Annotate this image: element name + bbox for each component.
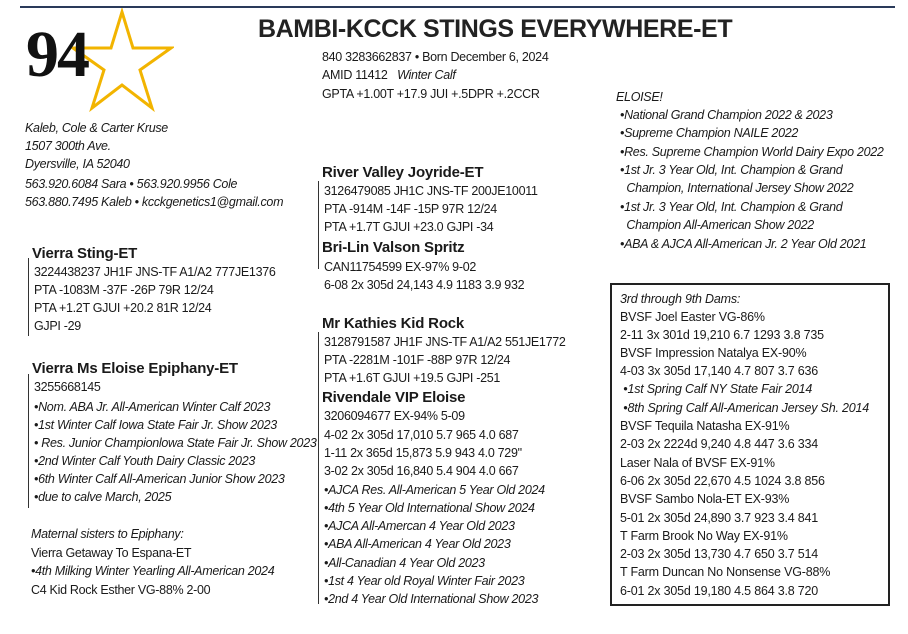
dams-line-7: BVSF Tequila Natasha EX-91% [620,419,790,433]
dam-dam-record-2: 1-11 2x 365d 15,873 5.9 943 4.0 729" [324,446,522,460]
dam-dam-record-3: 3-02 2x 305d 16,840 5.4 904 4.0 667 [324,464,519,478]
dam-side-bar [318,332,319,604]
dam-award-6: •due to calve March, 2025 [34,490,172,504]
consignor-phone2: 563.880.7495 Kaleb • kcckgenetics1@gmail.com [25,195,284,209]
eloise-award-5: Champion, International Jersey Show 2022 [620,181,854,195]
sire-line-1: 3224438237 JH1F JNS-TF A1/A2 777JE1376 [34,265,276,279]
dams-line-12: 5-01 2x 305d 24,890 3.7 923 3.4 841 [620,511,819,525]
class-label: Winter Calf [397,68,456,82]
dam-dam-name: Rivendale VIP Eloise [322,389,466,406]
sire-sire-line-3: PTA +1.7T GJUI +23.0 GJPI -34 [324,220,494,234]
dam-award-2: •1st Winter Calf Iowa State Fair Jr. Show 2023 [34,418,277,432]
sire-sire-bar [318,181,319,269]
eloise-award-1: •National Grand Champion 2022 & 2023 [620,108,833,122]
dam-dam-award-2: •4th 5 Year Old International Show 2024 [324,501,535,515]
dam-sire-line-3: PTA +1.6T GJUI +19.5 GJPI -251 [324,371,501,385]
eloise-award-2: •Supreme Champion NAILE 2022 [620,126,799,140]
dams-line-13: T Farm Brook No Way EX-91% [620,529,788,543]
dam-award-5: •6th Winter Calf All-American Junior Show 2023 [34,472,285,486]
sire-line-4: GJPI -29 [34,319,81,333]
maternal-sister-2: C4 Kid Rock Esther VG-88% 2-00 [31,583,211,597]
gpta-line: GPTA +1.00T +17.9 JUI +.5DPR +.2CCR [322,87,540,101]
eloise-award-6: •1st Jr. 3 Year Old, Int. Champion & Grand [620,200,843,214]
eloise-award-7: Champion All-American Show 2022 [620,218,814,232]
page-title: BAMBI-KCCK STINGS EVERYWHERE-ET [258,15,733,43]
dam-award-3: • Res. Junior Championlowa State Fair Jr. Show 2023 [34,436,317,450]
dams-line-5: •1st Spring Calf NY State Fair 2014 [620,382,813,396]
eloise-award-8: •ABA & AJCA All-American Jr. 2 Year Old 2021 [620,237,867,251]
sire-sire-line-1: 3126479085 JH1C JNS-TF 200JE10011 [324,184,538,198]
dam-dam-award-4: •ABA All-American 4 Year Old 2023 [324,537,511,551]
dams-line-6: •8th Spring Calf All-American Jersey Sh. 2014 [620,401,869,415]
consignor-city: Dyersville, IA 52040 [25,157,130,171]
dams-line-8: 2-03 2x 2224d 9,240 4.8 447 3.6 334 [620,437,819,451]
eloise-award-3: •Res. Supreme Champion World Dairy Expo 2022 [620,145,884,159]
eloise-heading: ELOISE! [616,90,663,104]
sire-dam-name: Bri-Lin Valson Spritz [322,239,465,256]
dam-dam-award-1: •AJCA Res. All-American 5 Year Old 2024 [324,483,545,497]
dams-line-4: 4-03 3x 305d 17,140 4.7 807 3.7 636 [620,364,819,378]
lot-number: 94 [26,18,88,91]
dams-line-10: 6-06 2x 305d 22,670 4.5 1024 3.8 856 [620,474,825,488]
sire-sire-line-2: PTA -914M -14F -15P 97R 12/24 [324,202,497,216]
dam-name: Vierra Ms Eloise Epiphany-ET [32,360,238,377]
dams-heading: 3rd through 9th Dams: [620,292,741,306]
dams-line-14: 2-03 2x 305d 13,730 4.7 650 3.7 514 [620,547,819,561]
dam-dam-record-1: 4-02 2x 305d 17,010 5.7 965 4.0 687 [324,428,519,442]
dams-line-11: BVSF Sambo Nola-ET EX-93% [620,492,790,506]
sire-dam-line-2: 6-08 2x 305d 24,143 4.9 1183 3.9 932 [324,278,525,292]
maternal-sister-1: Vierra Getaway To Espana-ET [31,546,192,560]
dam-dam-award-6: •1st 4 Year old Royal Winter Fair 2023 [324,574,525,588]
dam-bar [28,374,29,508]
maternal-sister-1-award: •4th Milking Winter Yearling All-American 2024 [31,564,275,578]
dams-line-2: 2-11 3x 301d 19,210 6.7 1293 3.8 735 [620,328,824,342]
dam-dam-award-5: •All-Canadian 4 Year Old 2023 [324,556,485,570]
dams-line-1: BVSF Joel Easter VG-86% [620,310,765,324]
registration-line: 840 3283662837 • Born December 6, 2024 [322,50,549,64]
dam-id: 3255668145 [34,380,101,394]
amid-line [322,66,456,84]
dam-dam-id: 3206094677 EX-94% 5-09 [324,409,465,423]
dams-line-15: T Farm Duncan No Nonsense VG-88% [620,565,831,579]
sire-name: Vierra Sting-ET [32,245,138,262]
amid: AMID 11412 [322,68,388,82]
dam-award-4: •2nd Winter Calf Youth Dairy Classic 2023 [34,454,256,468]
sire-bar [28,258,29,336]
dams-line-9: Laser Nala of BVSF EX-91% [620,456,775,470]
eloise-award-4: •1st Jr. 3 Year Old, Int. Champion & Grand [620,163,843,177]
dam-dam-award-3: •AJCA All-Amercan 4 Year Old 2023 [324,519,515,533]
sire-dam-line-1: CAN11754599 EX-97% 9-02 [324,260,476,274]
dam-award-1: •Nom. ABA Jr. All-American Winter Calf 2023 [34,400,271,414]
dams-line-3: BVSF Impression Natalya EX-90% [620,346,807,360]
sire-line-3: PTA +1.2T GJUI +20.2 81R 12/24 [34,301,212,315]
dam-sire-line-2: PTA -2281M -101F -88P 97R 12/24 [324,353,511,367]
sire-line-2: PTA -1083M -37F -26P 79R 12/24 [34,283,214,297]
dam-sire-name: Mr Kathies Kid Rock [322,315,465,332]
consignor-address: 1507 300th Ave. [25,139,111,153]
consignor-phone1: 563.920.6084 Sara • 563.920.9956 Cole [25,177,238,191]
dams-line-16: 6-01 2x 305d 19,180 4.5 864 3.8 720 [620,584,819,598]
dam-sire-line-1: 3128791587 JH1F JNS-TF A1/A2 551JE1772 [324,335,566,349]
sire-sire-name: River Valley Joyride-ET [322,164,484,181]
maternal-heading: Maternal sisters to Epiphany: [31,527,184,541]
consignor-names: Kaleb, Cole & Carter Kruse [25,121,168,135]
dam-dam-award-7: •2nd 4 Year Old International Show 2023 [324,592,539,606]
